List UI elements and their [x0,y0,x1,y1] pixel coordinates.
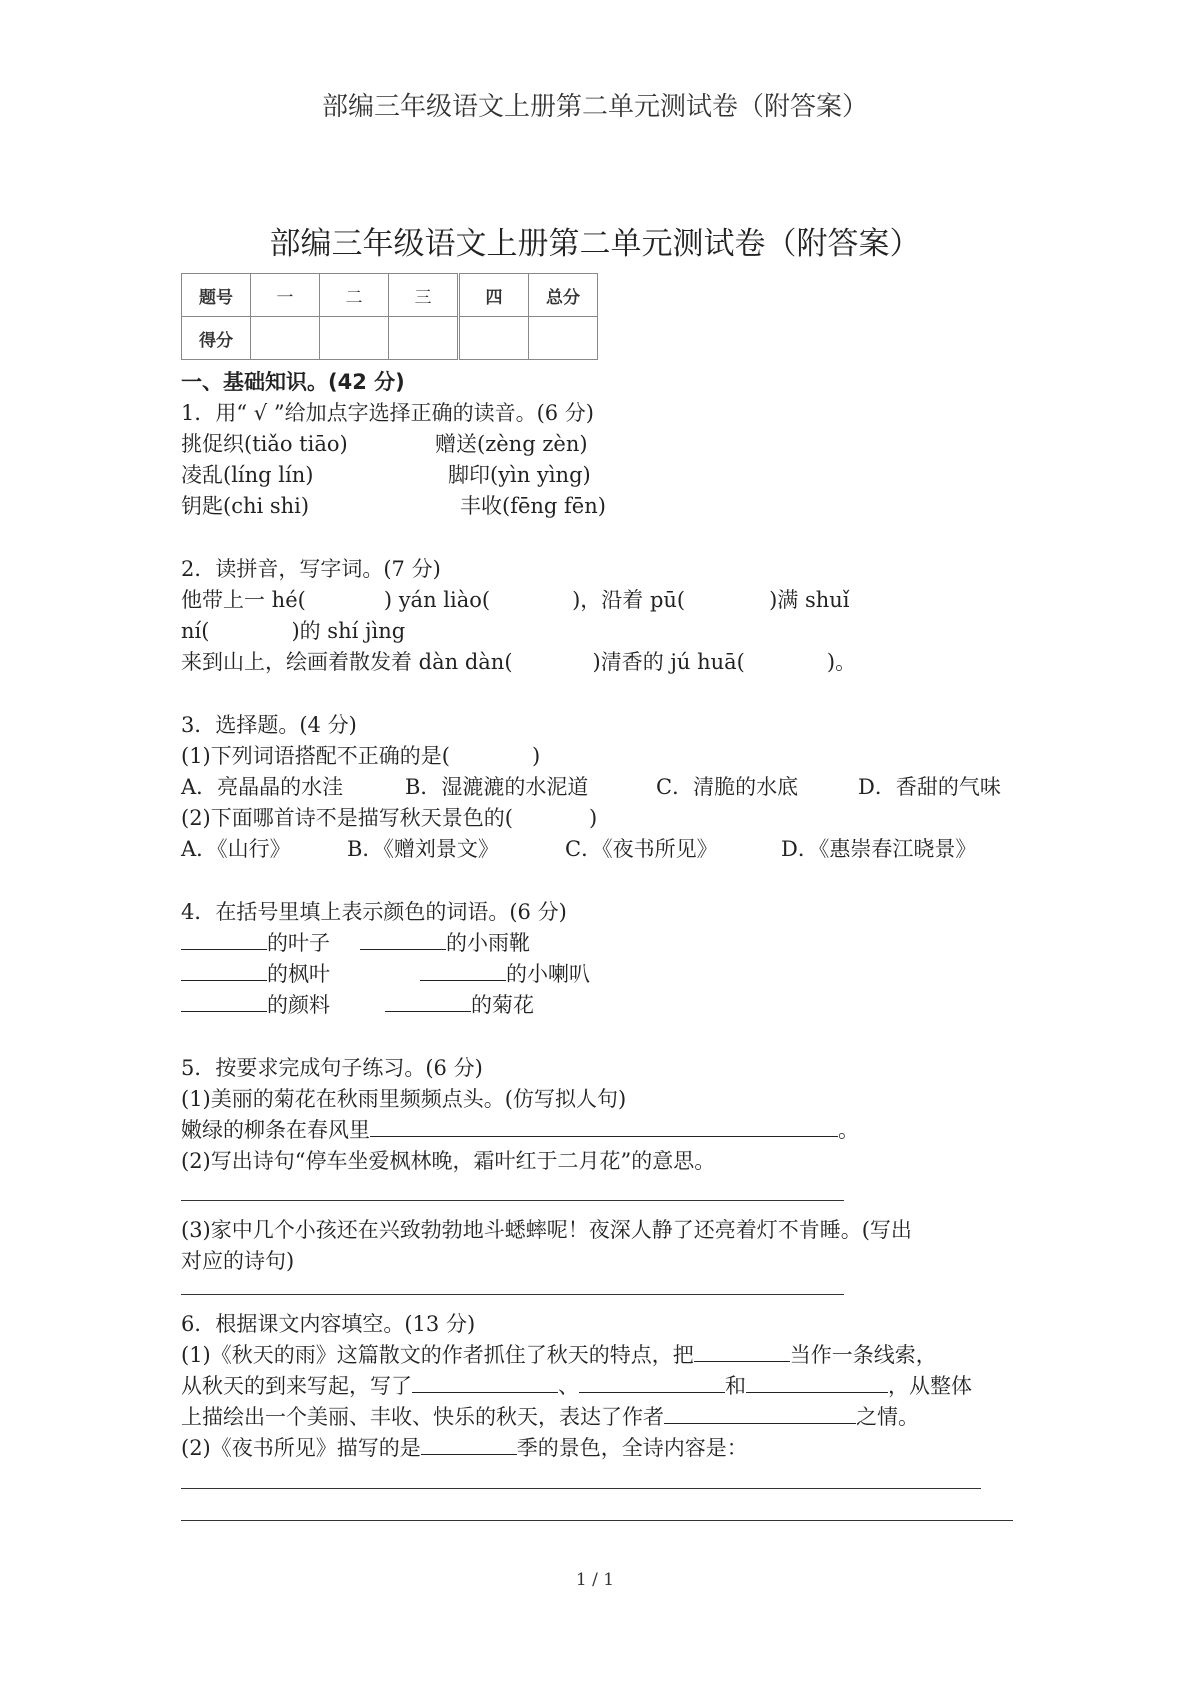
q5-sub-2-answer-line[interactable] [181,1200,844,1201]
question-2-title: 2．读拼音，写字词。(7 分) [181,557,441,581]
score-cell-label: 题号 [182,274,251,317]
q6-text: (2)《夜书所见》描写的是 [181,1436,421,1460]
q4-blank[interactable] [181,948,267,950]
q5-sub-2: (2)写出诗句“停车坐爱枫林晚，霜叶红于二月花”的意思。 [181,1149,716,1173]
q2-text: )满 shuǐ [769,588,850,612]
q4-item-text: 的颜料 [267,993,330,1017]
q4-item [420,958,590,988]
q6-line-2 [181,1370,972,1400]
q4-item [181,927,330,957]
q4-item-text: 的枫叶 [267,962,330,986]
q4-item-text: 的菊花 [471,993,534,1017]
q4-blank[interactable] [420,979,506,981]
q6-line-4 [181,1432,748,1462]
q6-answer-line[interactable] [181,1520,1013,1521]
score-table [181,273,598,360]
q4-item [181,989,330,1019]
score-cell-3: 三 [389,274,459,317]
q6-answer-line[interactable] [181,1488,981,1489]
q3-option: A．亮晶晶的水洼 [181,775,344,799]
q6-blank[interactable] [746,1391,888,1393]
q6-text: 上描绘出一个美丽、丰收、快乐的秋天，表达了作者 [181,1405,664,1429]
q3-sub-2 [181,802,597,832]
q3-option: B．《赠刘景文》 [347,837,499,861]
q4-blank[interactable] [385,1010,471,1012]
question-3-title: 3．选择题。(4 分) [181,713,357,737]
question-1-title: 1．用“ √ ”给加点字选择正确的读音。(6 分) [181,401,594,425]
q3-sub-2-close: ) [588,806,598,830]
score-cell-total: 总分 [529,274,598,317]
q1-item: 凌乱(líng lín) [181,463,314,487]
q1-item: 赠送(zèng zèn) [435,432,588,456]
q5-sub-1-answer [181,1114,859,1144]
q1-item: 挑促织(tiǎo tiāo) [181,432,348,456]
score-input-4[interactable] [459,317,529,360]
q6-line-1 [181,1339,937,1369]
q4-item [360,927,530,957]
q3-option: C．清脆的水底 [656,775,799,799]
q6-text: 当作一条线索， [789,1343,937,1367]
q6-blank[interactable] [579,1391,725,1393]
score-input-1[interactable] [251,317,320,360]
q3-option: D．香甜的气味 [858,775,1001,799]
q6-blank[interactable] [694,1360,790,1362]
q1-item: 脚印(yìn yìng) [448,463,591,487]
q4-item-text: 的小喇叭 [506,962,590,986]
score-row-label: 得分 [182,317,251,360]
q2-text: )的 shí jìng [291,619,406,643]
question-4-title: 4．在括号里填上表示颜色的词语。(6 分) [181,900,567,924]
q6-text: 和 [725,1374,746,1398]
q2-text: ) yán liào( [383,588,491,612]
q3-sub-1-close: ) [531,744,541,768]
q4-blank[interactable] [181,979,267,981]
q2-text: 他带上一 hé( [181,588,306,612]
score-table-score-row [182,317,598,360]
q6-line-3 [181,1401,919,1431]
q6-text: 之情。 [856,1405,919,1429]
q6-text: ，从整体 [888,1374,972,1398]
q3-option: B．湿漉漉的水泥道 [405,775,589,799]
score-table-header-row [182,274,598,317]
q2-line-2 [181,615,405,645]
q5-sub-3-answer-line[interactable] [181,1294,844,1295]
q4-item [181,958,330,988]
q2-line-1 [181,584,850,614]
q3-option: C．《夜书所见》 [565,837,718,861]
q6-text: 季的景色，全诗内容是： [516,1436,748,1460]
q6-text: 、 [558,1374,579,1398]
section-heading: 一、基础知识。(42 分) [181,370,405,394]
page-header: 部编三年级语文上册第二单元测试卷（附答案） [321,92,868,122]
page-number: 1 / 1 [575,1570,615,1590]
q5-sub-3-line-1: (3)家中几个小孩还在兴致勃勃地斗蟋蟀呢！夜深人静了还亮着灯不肯睡。(写出 [181,1218,912,1242]
q1-item: 丰收(fēng fēn) [460,494,606,518]
q6-text: 从秋天的到来写起，写了 [181,1374,412,1398]
q2-text: ní( [181,619,210,643]
q6-blank[interactable] [664,1422,856,1424]
q2-text: )。 [826,650,857,674]
q2-line-3 [181,646,856,676]
q5-sub-3-line-2: 对应的诗句) [181,1249,295,1273]
score-input-3[interactable] [389,317,459,360]
score-input-total[interactable] [529,317,598,360]
q4-item-text: 的叶子 [267,931,330,955]
q4-blank[interactable] [360,948,446,950]
question-6-title: 6．根据课文内容填空。(13 分) [181,1312,476,1336]
q5-sub-1-end: 。 [838,1118,859,1142]
q3-sub-1 [181,740,540,770]
q1-item: 钥匙(chi shi) [181,494,310,518]
q5-sub-1-prefix: 嫩绿的柳条在春风里 [181,1118,370,1142]
score-cell-2: 二 [320,274,389,317]
q2-text: )清香的 jú huā( [592,650,745,674]
q3-option: D．《惠崇春江晓景》 [781,837,977,861]
q4-item-text: 的小雨靴 [446,931,530,955]
q4-blank[interactable] [181,1010,267,1012]
q3-option: A．《山行》 [181,837,291,861]
q3-sub-2-text: (2)下面哪首诗不是描写秋天景色的( [181,806,513,830]
q2-text: )，沿着 pū( [572,588,686,612]
q3-sub-1-text: (1)下列词语搭配不正确的是( [181,744,450,768]
q6-text: (1)《秋天的雨》这篇散文的作者抓住了秋天的特点，把 [181,1343,694,1367]
q2-text: 来到山上，绘画着散发着 dàn dàn( [181,650,513,674]
score-cell-1: 一 [251,274,320,317]
q5-sub-1: (1)美丽的菊花在秋雨里频频点头。(仿写拟人句) [181,1087,627,1111]
score-cell-4: 四 [459,274,529,317]
q6-blank[interactable] [412,1391,558,1393]
question-5-title: 5．按要求完成句子练习。(6 分) [181,1056,483,1080]
score-input-2[interactable] [320,317,389,360]
q5-sub-1-blank[interactable] [370,1135,838,1137]
page-title: 部编三年级语文上册第二单元测试卷（附答案） [269,226,921,262]
q6-blank[interactable] [421,1453,517,1455]
q4-item [385,989,534,1019]
